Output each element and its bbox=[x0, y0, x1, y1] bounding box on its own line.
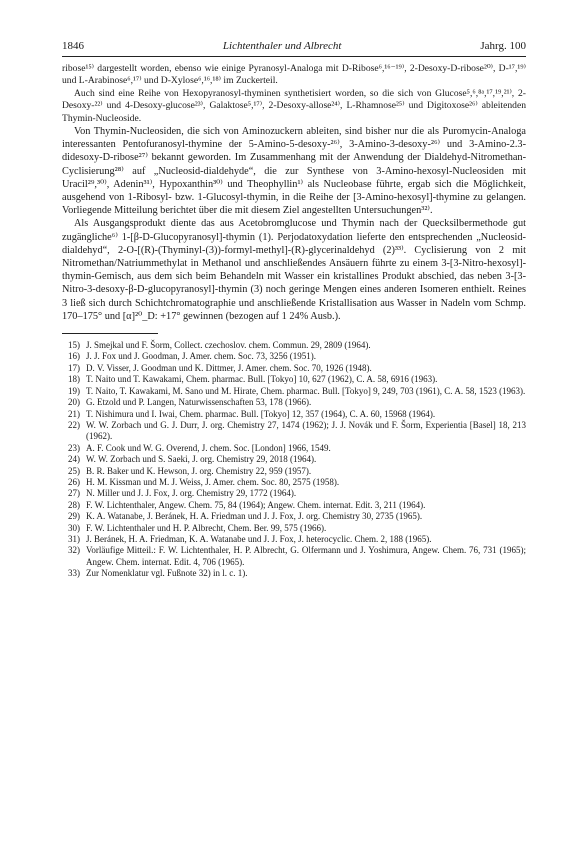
footnote bbox=[62, 488, 526, 499]
paragraph: Von Thymin-Nucleosiden, die sich von Aminozuckern ableiten, sind bisher nur die als Puromycin-Analoga interessanten Pentofuranosyl-thymine der 5-Amino-5-desoxy-²⁶⁾, 3-Amino-3-desoxy-²⁶⁾ und 3-Amino-2.3-didesoxy-D-ribose²⁷⁾ bekannt geworden. Im Zusammenhang mit der Anwendung der Dialdehyd-Nitromethan-Cyclisierung²⁸⁾ auf „Nucleosid-dialdehyde“, die zur Synthese von 3-Amino-hexosyl-Nucleosiden mit Uracil²⁹,³⁰⁾, Adenin³¹⁾, Hypoxanthin³⁰⁾ und Theophyllin¹⁾ als Nucleobase führte, ergab sich die Möglichkeit, ausgehend von 1-Ribosyl- bzw. 1-Glucosyl-thymin, in die Reihe der [3-Amino-hexosyl]-thymine zu gelangen. Vorliegende Mitteilung berichtet über die mit diesem Ziel angestellten Untersuchungen³²⁾. bbox=[62, 126, 526, 217]
footnote-number: 22) bbox=[68, 419, 80, 430]
footnote bbox=[62, 500, 526, 511]
paragraph: Als Ausgangsprodukt diente das aus Acetobromglucose und Thymin nach der Quecksilbermethode gut zugängliche⁶⁾ 1-[β-D-Glucopyranosyl]-thymin (1). Perjodatoxydation lieferte den entsprechenden „Nucleosid-dialdehyd“, 2-O-[(R)-(Thyminyl-(3))-formyl-methyl]-(R)-glycerinaldehyd (2)³³⁾. Cyclisierung von 2 mit Nitromethan/Natriummethylat in Methanol und anschließendes Ansäuern führte zu einem 3-[3-Nitro-hexosyl]-thymin-Gemisch, aus dem sich beim Behandeln mit Wasser ein kristallines Produkt abschied, das neben 3-[3-Nitro-3-desoxy-β-D-glucopyranosyl]-thymin (3) noch geringe Mengen eines anderen Isomeren enthielt. Reines 3 ließ sich durch Schichtchromatographie und anschließende Kristallisation aus Wasser in Nadeln vom Schmp. 170–175° und [α]²⁰_D: +17° gewinnen (bezogen auf 1 24% Ausb.). bbox=[62, 218, 526, 322]
footnote bbox=[62, 397, 526, 408]
footnote-number: 30) bbox=[68, 522, 80, 533]
footnote-number: 27) bbox=[68, 488, 80, 499]
footnote-text: D. V. Visser, J. Goodman und K. Dittmer, J. Amer. chem. Soc. 70, 1926 (1948). bbox=[86, 362, 372, 373]
footnote-number: 16) bbox=[68, 351, 80, 362]
footnote-text: J. J. Fox und J. Goodman, J. Amer. chem. Soc. 73, 3256 (1951). bbox=[86, 351, 316, 362]
footnote-number: 29) bbox=[68, 511, 80, 522]
footnote-text: W. W. Zorbach und S. Saeki, J. org. Chemistry 29, 2018 (1964). bbox=[86, 454, 317, 465]
footnote bbox=[62, 374, 526, 385]
footnote-text: H. M. Kissman und M. J. Weiss, J. Amer. chem. Soc. 80, 2575 (1958). bbox=[86, 476, 340, 487]
footnote-number: 32) bbox=[68, 545, 80, 556]
footnote bbox=[62, 351, 526, 362]
footnote-text: B. R. Baker und K. Hewson, J. org. Chemistry 22, 959 (1957). bbox=[86, 465, 312, 476]
volume-label: Jahrg. 100 bbox=[480, 40, 526, 52]
footnote-number: 25) bbox=[68, 465, 80, 476]
footnote bbox=[62, 386, 526, 397]
paragraph: Auch sind eine Reihe von Hexopyranosyl-thyminen synthetisiert worden, so die sich von Glucose⁵,⁶,⁸ᵃ,¹⁷,¹⁹,²¹⁾, 2-Desoxy-²²⁾ und 4-Desoxy-glucose²³⁾, Galaktose⁵,¹⁷⁾, 2-Desoxy-allose²⁴⁾, L-Rhamnose²⁵⁾ und Digitoxose²⁶⁾ ableitenden Thymin-Nucleoside. bbox=[62, 87, 526, 124]
footnote-text: T. Naito und T. Kawakami, Chem. pharmac. Bull. [Tokyo] 10, 627 (1962), C. A. 58, 6916 (1963). bbox=[86, 374, 438, 385]
footnote bbox=[62, 443, 526, 454]
footnote-number: 28) bbox=[68, 499, 80, 510]
footnote-text: T. Naito, T. Kawakami, M. Sano und M. Hirate, Chem. pharmac. Bull. [Tokyo] 9, 249, 703 (1961), C. A. 58, 1523 (1963). bbox=[86, 385, 526, 396]
running-title: Lichtenthaler und Albrecht bbox=[222, 40, 342, 52]
footnote bbox=[62, 409, 526, 420]
footnote-text: N. Miller und J. J. Fox, J. org. Chemistry 29, 1772 (1964). bbox=[86, 488, 297, 499]
footnote-text: J. Smejkal und F. Šorm, Collect. czechoslov. chem. Commun. 29, 2809 (1964). bbox=[86, 340, 371, 351]
footnote-text: K. A. Watanabe, J. Beránek, H. A. Friedman und J. J. Fox, J. org. Chemistry 30, 2735 (1965). bbox=[86, 511, 423, 522]
footnote-number: 18) bbox=[68, 374, 80, 385]
footnote-text: A. F. Cook und W. G. Overend, J. chem. Soc. [London] 1966, 1549. bbox=[86, 442, 331, 453]
footnote bbox=[62, 523, 526, 534]
footnote bbox=[62, 420, 526, 443]
paragraph: ribose¹⁵⁾ dargestellt worden, ebenso wie einige Pyranosyl-Analoga mit D-Ribose⁶,¹⁶⁻¹⁹⁾, 2-Desoxy-D-ribose²⁰⁾, D-¹⁷,¹⁹⁾ und L-Arabinose⁶,¹⁷⁾ und D-Xylose⁶,¹⁶,¹⁸⁾ im Zuckerteil. bbox=[62, 63, 526, 87]
footnote-text: W. W. Zorbach und G. J. Durr, J. org. Chemistry 27, 1474 (1962); J. J. Novák und F. Šorm, Experientia [Basel] 18, 213 (1962). bbox=[86, 419, 526, 442]
footnote-text: G. Etzold und P. Langen, Naturwissenschaften 53, 178 (1966). bbox=[86, 397, 312, 408]
footnote bbox=[62, 477, 526, 488]
footnote-number: 33) bbox=[68, 568, 80, 579]
footnote-text: F. W. Lichtenthaler, Angew. Chem. 75, 84 (1964); Angew. Chem. internat. Edit. 3, 211 (1964). bbox=[86, 499, 426, 510]
footnote-list bbox=[62, 340, 526, 580]
footnote bbox=[62, 466, 526, 477]
footnote bbox=[62, 363, 526, 374]
footnote-text: Zur Nomenklatur vgl. Fußnote 32) in l. c. 1). bbox=[86, 568, 248, 579]
footnote-number: 24) bbox=[68, 454, 80, 465]
footnote-number: 31) bbox=[68, 533, 80, 544]
footnote bbox=[62, 534, 526, 545]
page-number: 1846 bbox=[62, 40, 84, 52]
footnote bbox=[62, 568, 526, 579]
footnote-number: 15) bbox=[68, 340, 80, 351]
footnote-text: T. Nishimura und I. Iwai, Chem. pharmac. Bull. [Tokyo] 12, 357 (1964), C. A. 60, 15968 (1964). bbox=[86, 408, 436, 419]
running-header bbox=[62, 40, 526, 57]
body-text bbox=[62, 63, 526, 323]
footnote-text: Vorläufige Mitteil.: F. W. Lichtenthaler, H. P. Albrecht, G. Olfermann und J. Yoshimura, Angew. Chem. 76, 731 (1965); Angew. Chem. internat. Edit. 4, 706 (1965). bbox=[86, 545, 526, 567]
footnote bbox=[62, 340, 526, 351]
footnote-text: F. W. Lichtenthaler und H. P. Albrecht, Chem. Ber. 99, 575 (1966). bbox=[86, 522, 327, 533]
footnote-text: J. Beránek, H. A. Friedman, K. A. Watanabe und J. J. Fox, J. heterocyclic. Chem. 2, 188 (1965). bbox=[86, 533, 432, 544]
footnote bbox=[62, 511, 526, 522]
footnote-rule bbox=[62, 333, 158, 334]
footnote bbox=[62, 454, 526, 465]
footnote-number: 17) bbox=[68, 362, 80, 373]
footnote-number: 23) bbox=[68, 442, 80, 453]
footnote-number: 21) bbox=[68, 408, 80, 419]
footnote-number: 20) bbox=[68, 397, 80, 408]
footnote bbox=[62, 545, 526, 568]
footnote-number: 26) bbox=[68, 476, 80, 487]
footnote-number: 19) bbox=[68, 385, 80, 396]
